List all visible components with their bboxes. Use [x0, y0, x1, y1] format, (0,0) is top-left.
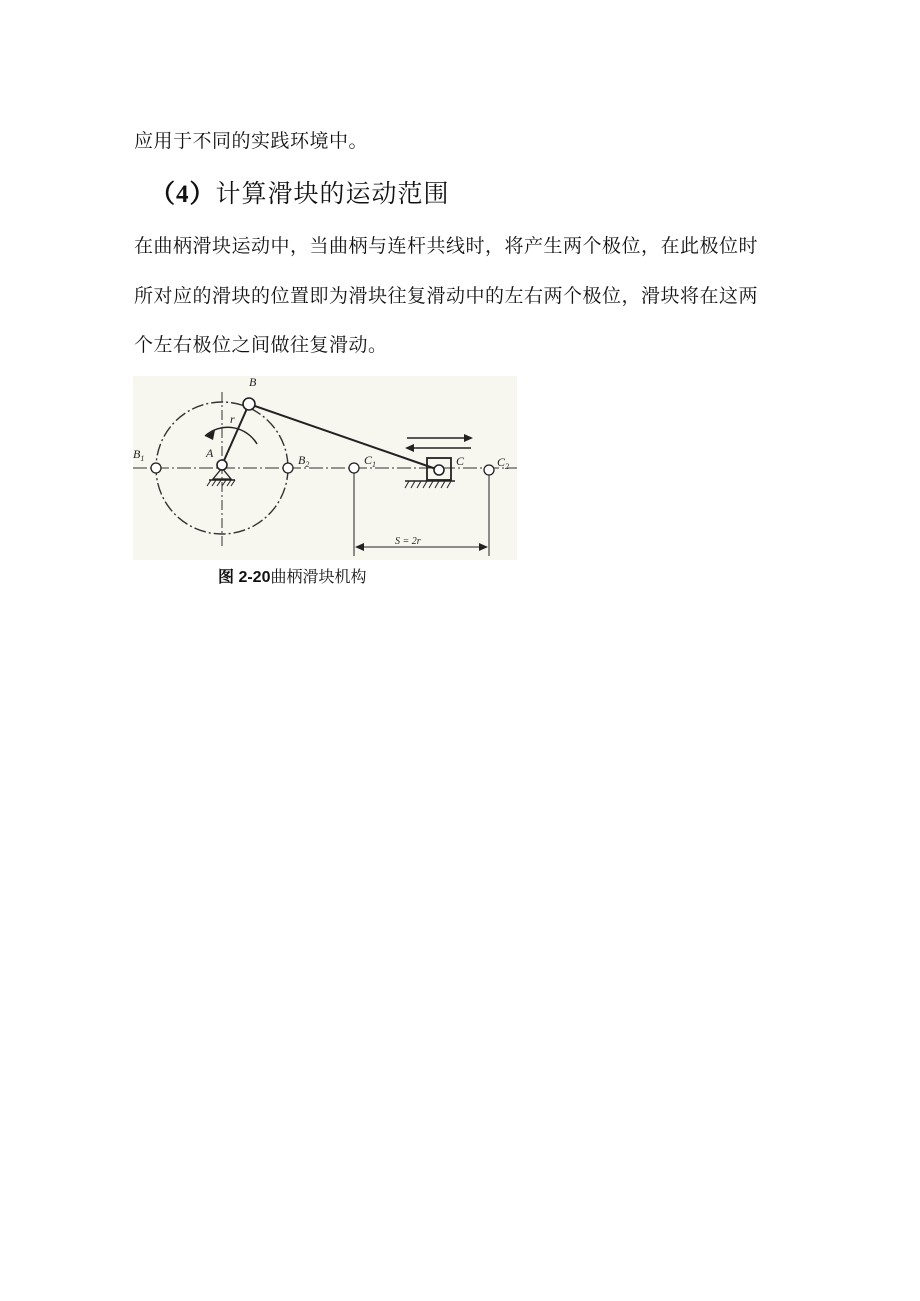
caption-number: 图 2-20: [218, 569, 271, 586]
label-r: r: [230, 412, 235, 426]
intro-line: 应用于不同的实践环境中。: [134, 130, 369, 152]
paragraph-line-3: 个左右极位之间做往复滑动。: [134, 334, 388, 356]
paragraph-line-1: 在曲柄滑块运动中，当曲柄与连杆共线时，将产生两个极位，在此极位时: [134, 235, 759, 257]
pivot-hatching: [207, 480, 235, 486]
connecting-rod: [249, 404, 439, 470]
label-c2: $C_2$: [497, 455, 510, 471]
dimension-arrow-left-icon: [355, 543, 364, 551]
label-b1: $B_1$: [133, 447, 145, 463]
mechanism-diagram: [133, 376, 517, 560]
label-b2: $B_2$: [298, 453, 310, 469]
crank-slider-figure: [133, 376, 517, 560]
label-stroke: S = 2r: [395, 536, 421, 547]
section-number: （4）: [150, 181, 216, 208]
slider-hatching: [405, 481, 451, 488]
joint-a: [217, 460, 227, 470]
arrow-right-icon: [464, 434, 473, 442]
section-heading: [150, 178, 450, 211]
paragraph-line-2: 所对应的滑块的位置即为滑块往复滑动中的左右两个极位，滑块将在这两: [134, 285, 759, 307]
point-c1: [349, 463, 359, 473]
label-b: B: [249, 376, 257, 389]
point-b1: [151, 463, 161, 473]
crank-link: [222, 404, 249, 465]
figure-caption: [218, 568, 367, 588]
section-title: 计算滑块的运动范围: [215, 179, 450, 208]
joint-c: [434, 465, 444, 475]
label-c: C: [456, 454, 465, 468]
label-a: A: [206, 446, 214, 460]
label-c1: $C_1$: [364, 453, 377, 469]
point-c2: [484, 465, 494, 475]
point-b2: [283, 463, 293, 473]
joint-b: [243, 398, 255, 410]
caption-text: 曲柄滑块机构: [270, 569, 367, 586]
dimension-arrow-right-icon: [479, 543, 488, 551]
arrow-left-icon: [405, 444, 414, 452]
